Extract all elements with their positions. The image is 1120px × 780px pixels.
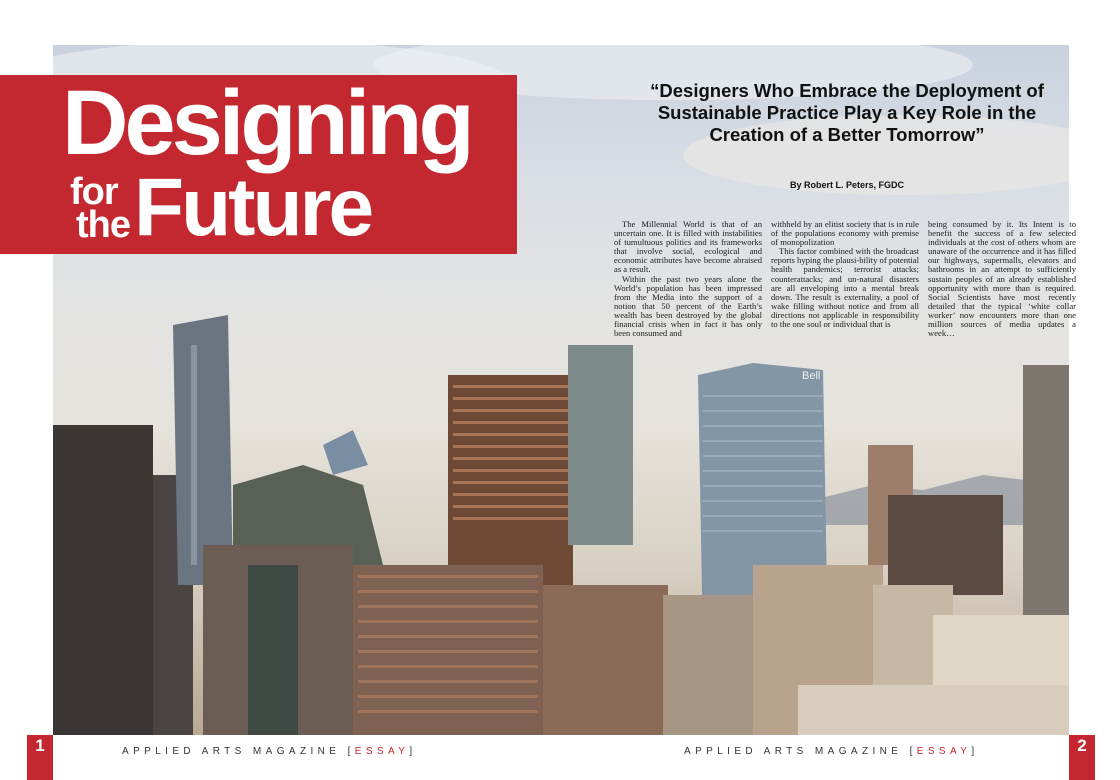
bell-sign: Bell xyxy=(802,370,821,382)
title-designing: Designing xyxy=(62,72,471,174)
title-future: Future xyxy=(134,162,372,253)
footer-section: ESSAY xyxy=(354,746,410,757)
footer-right xyxy=(684,746,979,757)
byline: By Robert L. Peters, FGDC xyxy=(789,180,905,190)
footer-bracket-close: ] xyxy=(971,746,979,757)
paragraph: This factor combined with the broadcast reports hyping the plausi-bility of potential health pandemics; terrorist attacks; counterattacks; and un-natural disasters are all enveloping into a mental break down. The result is externality, a pool of wake filling without notice and from all directions not applicable in responsibility to the one soul or individual that is xyxy=(771,246,919,330)
footer-section: ESSAY xyxy=(916,746,972,757)
body-column-1 xyxy=(614,220,762,338)
page-number-left: 1 xyxy=(27,735,53,780)
title-for: for xyxy=(70,171,118,213)
pull-quote: “Designers Who Embrace the Deployment of Sustainable Practice Play a Key Role in the Creation of a Better Tomorrow” xyxy=(650,80,1044,145)
paragraph: Within the past two years alone the World’s population has been impressed from the Media into the support of a notion that 50 percent of the Earth’s wealth has been destroyed by the global financial crisis when in fact it has only been consumed and xyxy=(614,273,762,339)
title-block xyxy=(0,72,517,254)
footer-magazine-name: APPLIED ARTS MAGAZINE xyxy=(684,746,903,757)
footer-bracket-open: [ xyxy=(909,746,917,757)
page-number-right: 2 xyxy=(1069,735,1095,780)
footer-bracket-close: ] xyxy=(409,746,417,757)
paragraph: withheld by an elitist society that is in rule of the populations economy with premise of monopolization xyxy=(771,219,919,248)
body-column-2 xyxy=(771,220,919,329)
footer-bracket-open: [ xyxy=(347,746,355,757)
footer-magazine-name: APPLIED ARTS MAGAZINE xyxy=(122,746,341,757)
paragraph: being consumed by it. Its Intent is to benefit the success of a few selected individuals at the cost of others whom are unaware of the occurrence and it has filled our highways, supermalls, elevators and bathrooms in an attempt to sufficiently sustain peoples of an already established opportunity with more than is required. Social Scientists have most recently detailed that the typical ‘white collar worker’ now encounters more than one million sources of media updates a week… xyxy=(928,219,1076,339)
title-the: the xyxy=(76,204,130,246)
paragraph: The Millennial World is that of an uncertain one. It is filled with instabilities of tumultuous politics and its frameworks that involve social, ecological and economic attributes have become abraised as a result. xyxy=(614,219,762,275)
footer-left xyxy=(122,746,417,757)
body-column-3 xyxy=(928,220,1076,338)
